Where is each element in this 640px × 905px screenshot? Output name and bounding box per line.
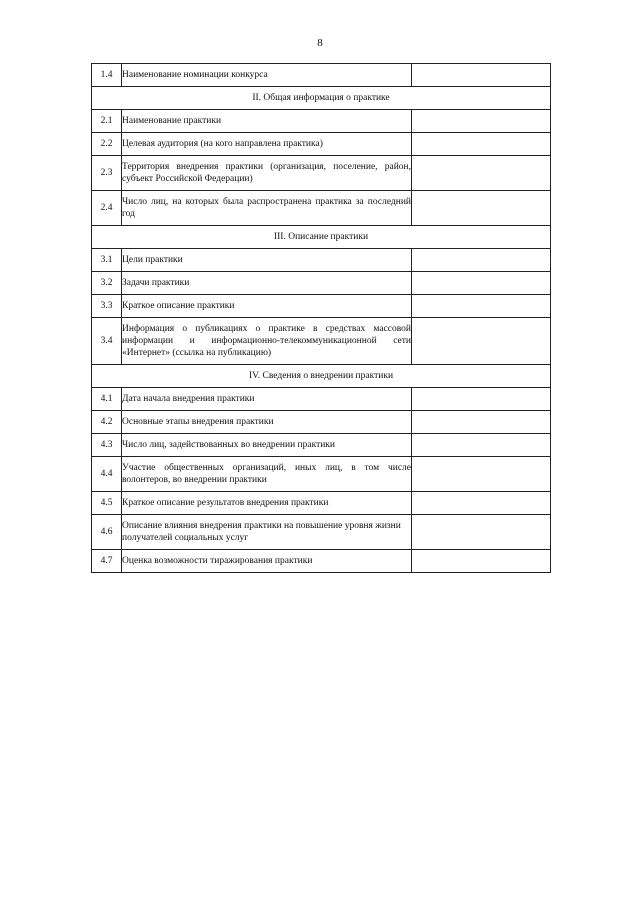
row-number: 4.6 (92, 515, 122, 550)
row-number: 3.2 (92, 272, 122, 295)
row-number: 3.1 (92, 249, 122, 272)
table-row (92, 133, 551, 156)
row-label: Территория внедрения практики (организация, поселение, район, субъект Российской Федерации) (122, 156, 412, 191)
table-row (92, 492, 551, 515)
row-number: 4.1 (92, 388, 122, 411)
row-number: 2.3 (92, 156, 122, 191)
value-cell[interactable] (412, 249, 551, 272)
row-label: Наименование практики (122, 110, 412, 133)
row-label: Оценка возможности тиражирования практики (122, 550, 412, 573)
value-cell[interactable] (412, 272, 551, 295)
value-cell[interactable] (412, 295, 551, 318)
row-label: Цели практики (122, 249, 412, 272)
row-number: 4.4 (92, 457, 122, 492)
table-row (92, 434, 551, 457)
value-cell[interactable] (412, 191, 551, 226)
row-label: Число лиц, задействованных во внедрении практики (122, 434, 412, 457)
row-label: Основные этапы внедрения практики (122, 411, 412, 434)
row-label: Краткое описание практики (122, 295, 412, 318)
value-cell[interactable] (412, 515, 551, 550)
row-label: Описание влияния внедрения практики на повышение уровня жизни получателей социальных услуг (122, 515, 412, 550)
row-label: Участие общественных организаций, иных лиц, в том числе волонтеров, во внедрении практики (122, 457, 412, 492)
section-header-row (92, 226, 551, 249)
row-label: Информация о публикациях о практике в средствах массовой информации и информационно-телекоммуникационной сети «Интернет» (ссылка на публикацию) (122, 318, 412, 365)
value-cell[interactable] (412, 411, 551, 434)
section-title: III. Описание практики (92, 226, 551, 249)
practice-form-table (91, 63, 551, 573)
row-number: 1.4 (92, 64, 122, 87)
value-cell[interactable] (412, 318, 551, 365)
row-label: Краткое описание результатов внедрения практики (122, 492, 412, 515)
section-title: II. Общая информация о практике (92, 87, 551, 110)
table-row (92, 64, 551, 87)
table-row (92, 388, 551, 411)
table-row (92, 191, 551, 226)
row-label: Целевая аудитория (на кого направлена практика) (122, 133, 412, 156)
row-label: Дата начала внедрения практики (122, 388, 412, 411)
row-number: 2.2 (92, 133, 122, 156)
value-cell[interactable] (412, 388, 551, 411)
row-number: 3.3 (92, 295, 122, 318)
row-label: Наименование номинации конкурса (122, 64, 412, 87)
value-cell[interactable] (412, 457, 551, 492)
value-cell[interactable] (412, 110, 551, 133)
row-number: 2.1 (92, 110, 122, 133)
table-row (92, 272, 551, 295)
table-row (92, 318, 551, 365)
row-number: 4.5 (92, 492, 122, 515)
value-cell[interactable] (412, 64, 551, 87)
section-header-row (92, 365, 551, 388)
table-row (92, 156, 551, 191)
row-label: Задачи практики (122, 272, 412, 295)
table-row (92, 110, 551, 133)
table-row (92, 550, 551, 573)
row-number: 4.2 (92, 411, 122, 434)
page-number: 8 (317, 37, 323, 49)
row-number: 4.7 (92, 550, 122, 573)
row-number: 2.4 (92, 191, 122, 226)
table-row (92, 411, 551, 434)
table-row (92, 295, 551, 318)
value-cell[interactable] (412, 492, 551, 515)
section-header-row (92, 87, 551, 110)
table-row (92, 249, 551, 272)
value-cell[interactable] (412, 550, 551, 573)
table-row (92, 515, 551, 550)
row-number: 3.4 (92, 318, 122, 365)
row-number: 4.3 (92, 434, 122, 457)
value-cell[interactable] (412, 133, 551, 156)
value-cell[interactable] (412, 156, 551, 191)
section-title: IV. Сведения о внедрении практики (92, 365, 551, 388)
value-cell[interactable] (412, 434, 551, 457)
row-label: Число лиц, на которых была распространена практика за последний год (122, 191, 412, 226)
table-row (92, 457, 551, 492)
